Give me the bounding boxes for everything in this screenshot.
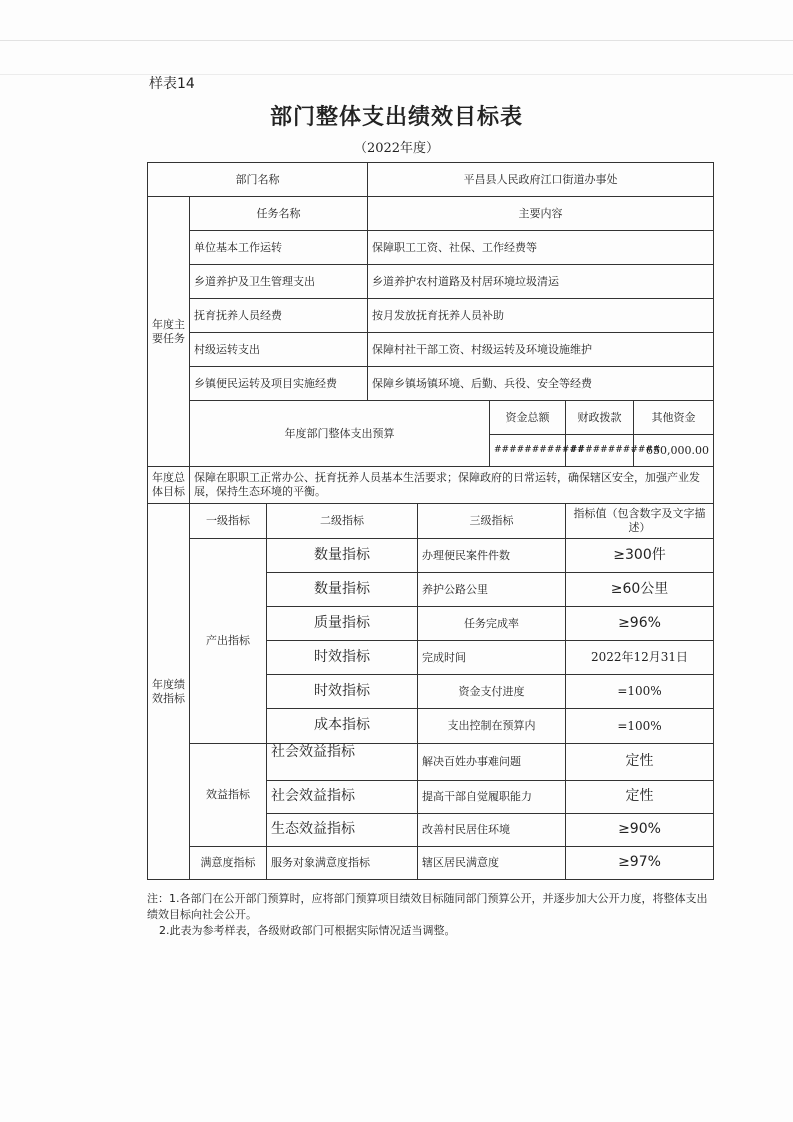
perf-l1: 满意度指标	[190, 847, 267, 880]
perf-l2: 数量指标	[267, 573, 418, 607]
tasks-col-content: 主要内容	[368, 197, 714, 231]
task-name: 单位基本工作运转	[190, 231, 368, 265]
perf-value: 定性	[566, 744, 714, 781]
task-name: 抚育抚养人员经费	[190, 299, 368, 333]
sample-label: 样表14	[149, 76, 195, 92]
perf-l2: 质量指标	[267, 607, 418, 641]
scan-border-line	[0, 74, 793, 75]
footnote-line-1: 注：1.各部门在公开部门预算时，应将部门预算项目绩效目标随同部门预算公开，并逐步加大公开力度，将整体支出绩效目标向社会公开。	[147, 892, 708, 921]
perf-l3: 支出控制在预算内	[418, 709, 566, 744]
tasks-col-name: 任务名称	[190, 197, 368, 231]
task-content: 乡道养护农村道路及村居环境垃圾清运	[368, 265, 714, 299]
dept-value: 平昌县人民政府江口街道办事处	[368, 163, 714, 197]
task-content: 保障村社干部工资、村级运转及环境设施维护	[368, 333, 714, 367]
perf-l2: 成本指标	[267, 709, 418, 744]
perf-l2: 时效指标	[267, 641, 418, 675]
perf-value: ≥97%	[566, 847, 714, 880]
perf-l3: 养护公路公里	[418, 573, 566, 607]
perf-l2: 社会效益指标	[267, 781, 418, 814]
budget-finance-value: ############	[566, 435, 634, 467]
performance-table	[147, 162, 714, 880]
task-name: 乡镇便民运转及项目实施经费	[190, 367, 368, 401]
perf-value: 定性	[566, 781, 714, 814]
perf-l3: 资金支付进度	[418, 675, 566, 709]
perf-l2: 生态效益指标	[267, 814, 418, 847]
perf-value: ≥90%	[566, 814, 714, 847]
budget-other-value: 650,000.00	[634, 435, 714, 467]
perf-l1: 效益指标	[190, 744, 267, 847]
task-content: 保障职工工资、社保、工作经费等	[368, 231, 714, 265]
perf-l3: 办理便民案件件数	[418, 539, 566, 573]
perf-section-label: 年度绩效指标	[148, 504, 190, 880]
goal-label: 年度总体目标	[148, 467, 190, 504]
perf-col-l3: 三级指标	[418, 504, 566, 539]
perf-l2: 服务对象满意度指标	[267, 847, 418, 880]
footnote	[147, 891, 717, 939]
perf-value: =100%	[566, 675, 714, 709]
perf-l3: 改善村民居住环境	[418, 814, 566, 847]
perf-value: ≥60公里	[566, 573, 714, 607]
budget-col-other: 其他资金	[634, 401, 714, 435]
page-title: 部门整体支出绩效目标表	[269, 104, 523, 130]
scan-border-top	[0, 40, 793, 41]
tasks-section-label: 年度主要任务	[148, 197, 190, 467]
perf-value: ≥300件	[566, 539, 714, 573]
perf-value: 2022年12月31日	[566, 641, 714, 675]
perf-l3: 提高干部自觉履职能力	[418, 781, 566, 814]
dept-label: 部门名称	[148, 163, 368, 197]
footnote-line-2: 2.此表为参考样表，各级财政部门可根据实际情况适当调整。	[159, 924, 456, 937]
year-label: （2022年度）	[353, 141, 440, 156]
task-name: 村级运转支出	[190, 333, 368, 367]
perf-l3: 辖区居民满意度	[418, 847, 566, 880]
perf-l3: 任务完成率	[418, 607, 566, 641]
budget-total-value: ############	[490, 435, 566, 467]
budget-col-finance: 财政拨款	[566, 401, 634, 435]
budget-col-total: 资金总额	[490, 401, 566, 435]
perf-l3: 解决百姓办事难问题	[418, 744, 566, 781]
perf-value: =100%	[566, 709, 714, 744]
perf-value: ≥96%	[566, 607, 714, 641]
perf-l2: 数量指标	[267, 539, 418, 573]
perf-l2: 社会效益指标	[267, 744, 418, 781]
perf-l3: 完成时间	[418, 641, 566, 675]
budget-label: 年度部门整体支出预算	[190, 401, 490, 467]
perf-col-l2: 二级指标	[267, 504, 418, 539]
perf-l2: 时效指标	[267, 675, 418, 709]
perf-col-l1: 一级指标	[190, 504, 267, 539]
task-name: 乡道养护及卫生管理支出	[190, 265, 368, 299]
perf-col-value: 指标值（包含数字及文字描述）	[566, 504, 714, 539]
task-content: 按月发放抚育抚养人员补助	[368, 299, 714, 333]
task-content: 保障乡镇场镇环境、后勤、兵役、安全等经费	[368, 367, 714, 401]
perf-l1: 产出指标	[190, 539, 267, 744]
goal-text: 保障在职职工正常办公、抚育抚养人员基本生活要求；保障政府的日常运转，确保辖区安全，加强产业发展，保持生态环境的平衡。	[190, 467, 714, 504]
